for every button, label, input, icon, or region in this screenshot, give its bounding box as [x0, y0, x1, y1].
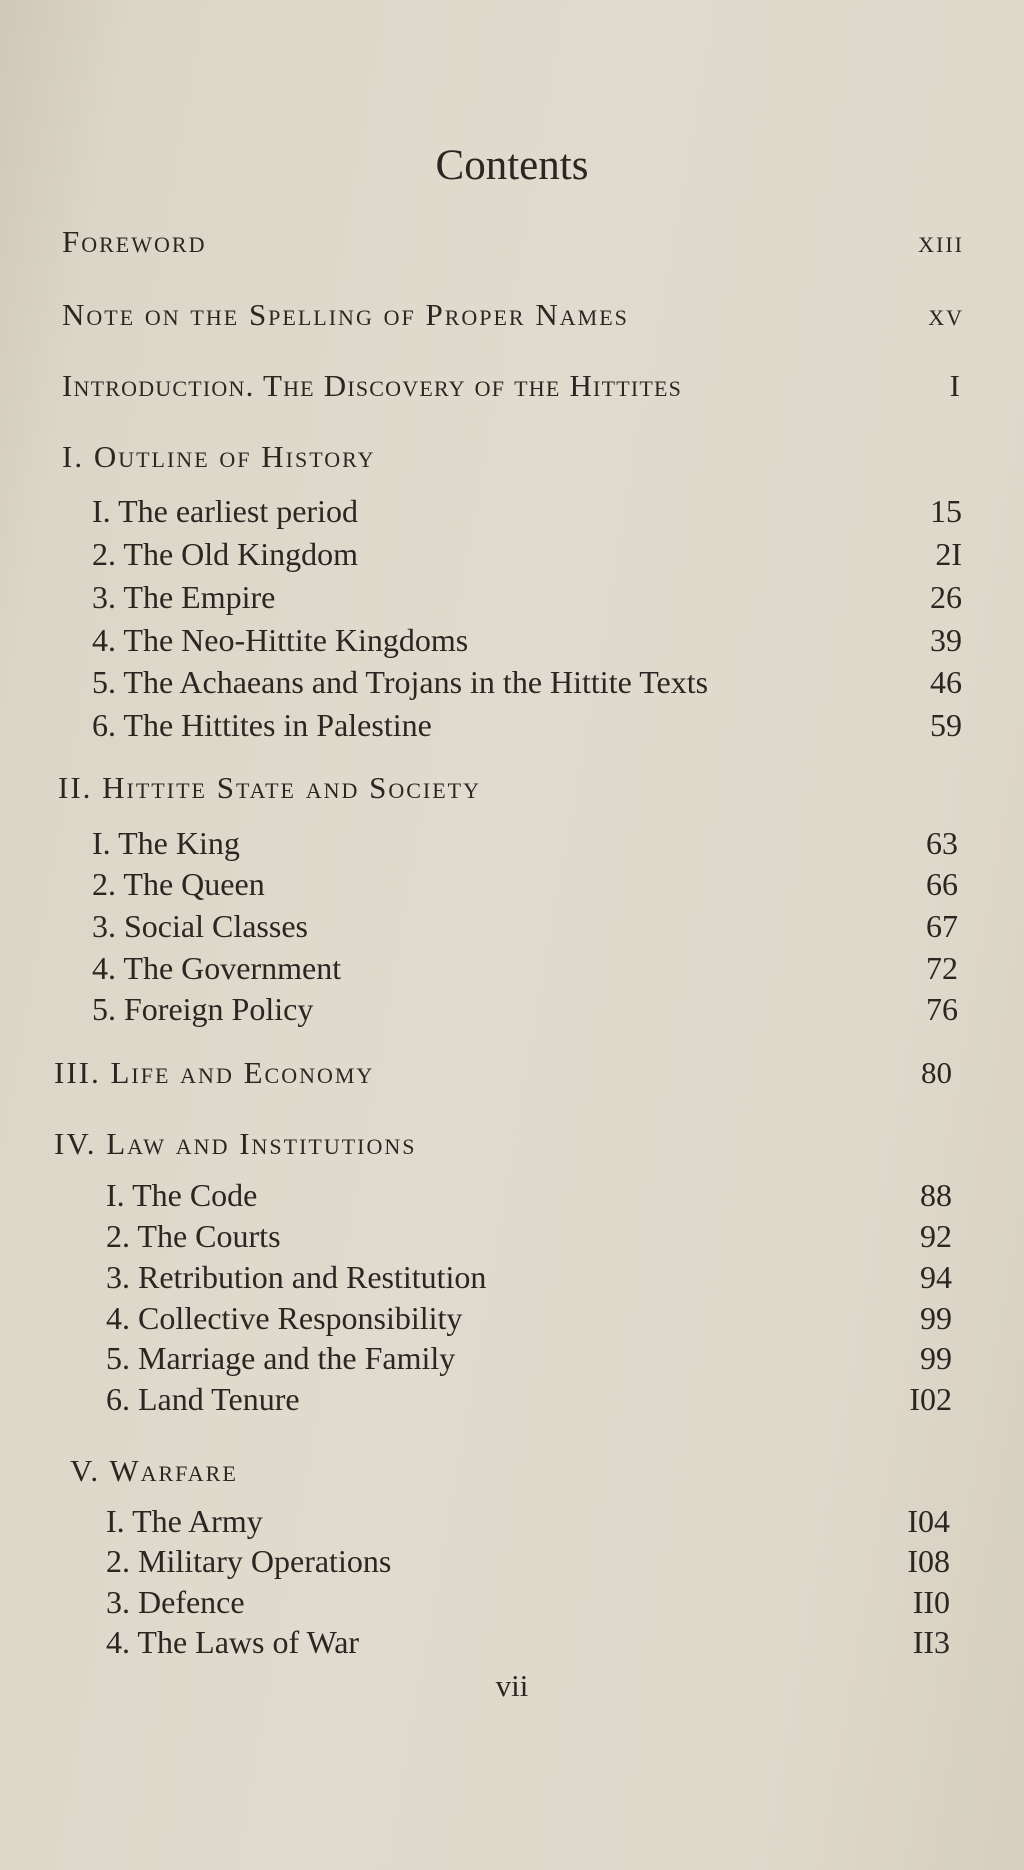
- chapter-title: Warfare: [109, 1453, 238, 1488]
- section-page: 39: [930, 622, 962, 658]
- section-page: 94: [920, 1259, 952, 1295]
- section-page: 2I: [935, 536, 962, 572]
- section-label: 3. Retribution and Restitution: [106, 1259, 487, 1295]
- section-page: 72: [926, 950, 958, 986]
- entry-page: I: [949, 368, 962, 403]
- chapter-label: [58, 768, 481, 808]
- chapter-label: [70, 1451, 238, 1491]
- chapter-title: Hittite State and Society: [102, 770, 481, 805]
- section-label: 4. The Neo-Hittite Kingdoms: [92, 622, 469, 658]
- section-label: 3. Defence: [106, 1584, 245, 1620]
- section-page: 63: [926, 825, 958, 861]
- section-page: 99: [920, 1300, 952, 1336]
- section-label: I. The earliest period: [92, 493, 358, 529]
- section-label: 3. Social Classes: [92, 908, 308, 944]
- chapter-page: 80: [921, 1055, 952, 1090]
- section-page: I02: [909, 1381, 952, 1417]
- chapter-numeral: I.: [62, 439, 85, 474]
- chapter-title: Law and Institutions: [106, 1126, 417, 1161]
- chapter-numeral: V.: [70, 1453, 101, 1488]
- chapter-numeral: III.: [54, 1055, 101, 1090]
- chapter-numeral: IV.: [54, 1126, 97, 1161]
- section-page: I04: [907, 1503, 950, 1539]
- section-label: 2. Military Operations: [106, 1543, 392, 1579]
- section-label: 3. The Empire: [92, 579, 276, 615]
- section-page: I08: [907, 1543, 950, 1579]
- chapter-title: Life and Economy: [110, 1055, 375, 1090]
- page-title: Contents: [435, 141, 589, 189]
- section-label: 5. Marriage and the Family: [106, 1340, 456, 1376]
- section-label: I. The Army: [106, 1503, 263, 1539]
- section-label: 2. The Courts: [106, 1218, 281, 1254]
- chapter-label: [54, 1124, 417, 1164]
- entry-page: xiii: [918, 224, 964, 259]
- section-label: 5. Foreign Policy: [92, 991, 314, 1027]
- section-label: 5. The Achaeans and Trojans in the Hittite Texts: [92, 664, 709, 700]
- section-label: 2. The Queen: [92, 866, 265, 902]
- section-page: II3: [912, 1624, 950, 1660]
- entry-label: Note on the Spelling of Proper Names: [62, 297, 629, 332]
- section-label: I. The Code: [106, 1177, 258, 1213]
- section-page: 92: [920, 1218, 952, 1254]
- section-page: 66: [926, 866, 958, 902]
- section-page: 76: [926, 991, 958, 1027]
- chapter-label: [54, 1053, 374, 1093]
- section-label: 6. Land Tenure: [106, 1381, 300, 1417]
- chapter-numeral: II.: [58, 770, 93, 805]
- section-page: 46: [930, 664, 962, 700]
- section-page: 67: [926, 908, 958, 944]
- entry-label: Introduction. The Discovery of the Hittites: [62, 368, 683, 403]
- chapter-label: [62, 437, 375, 477]
- section-label: 4. The Laws of War: [106, 1624, 360, 1660]
- entry-label: Foreword: [62, 224, 207, 259]
- section-page: II0: [912, 1584, 950, 1620]
- section-page: 99: [920, 1340, 952, 1376]
- entry-page: xv: [928, 297, 964, 332]
- section-page: 59: [930, 707, 962, 743]
- section-label: I. The King: [92, 825, 240, 861]
- section-label: 2. The Old Kingdom: [92, 536, 359, 572]
- section-label: 6. The Hittites in Palestine: [92, 707, 432, 743]
- chapter-title: Outline of History: [93, 439, 376, 474]
- section-page: 15: [930, 493, 962, 529]
- section-page: 26: [930, 579, 962, 615]
- page-folio: vii: [495, 1668, 529, 1703]
- section-label: 4. The Government: [92, 950, 342, 986]
- section-label: 4. Collective Responsibility: [106, 1300, 463, 1336]
- section-page: 88: [920, 1177, 952, 1213]
